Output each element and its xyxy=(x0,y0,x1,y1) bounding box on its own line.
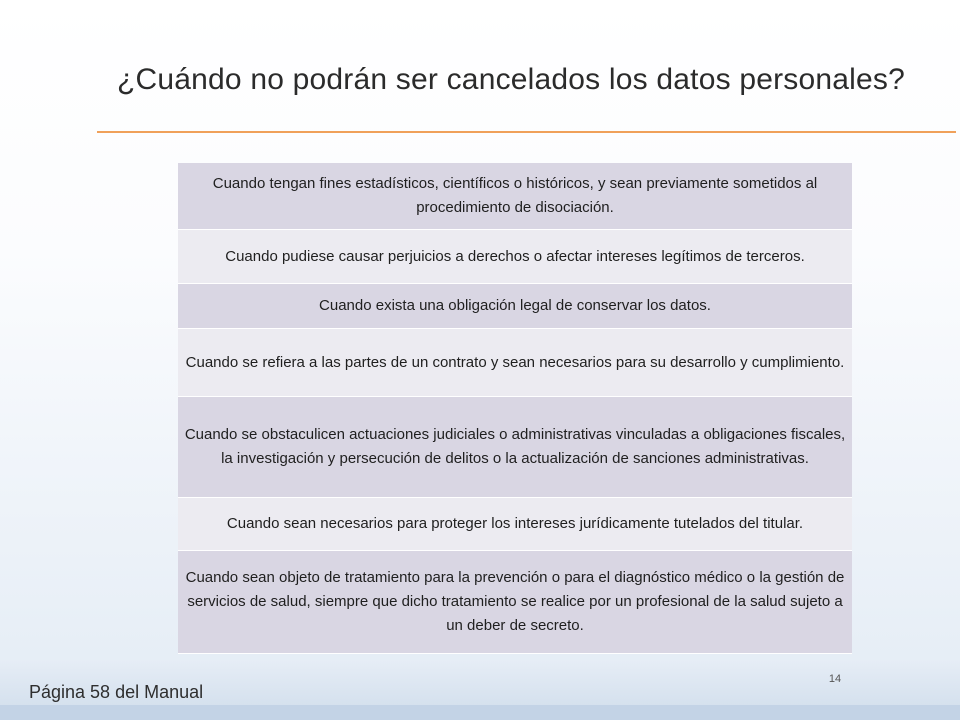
condition-cell: Cuando pudiese causar perjuicios a derechos o afectar intereses legítimos de terceros. xyxy=(178,230,852,284)
table-row xyxy=(178,284,852,329)
table-row xyxy=(178,163,852,230)
table-row xyxy=(178,551,852,654)
condition-cell: Cuando sean objeto de tratamiento para la prevención o para el diagnóstico médico o la gestión de servicios de salud, siempre que dicho tratamiento se realice por un profesional de la salud sujeto a un deber de secreto. xyxy=(178,551,852,654)
title-divider xyxy=(97,131,956,133)
footer-strip xyxy=(0,705,960,720)
condition-cell: Cuando sean necesarios para proteger los intereses jurídicamente tutelados del titular. xyxy=(178,498,852,551)
condition-cell: Cuando se refiera a las partes de un contrato y sean necesarios para su desarrollo y cumplimiento. xyxy=(178,329,852,397)
conditions-table xyxy=(178,163,852,654)
slide-number: 14 xyxy=(828,673,842,685)
table-row xyxy=(178,329,852,397)
table-row xyxy=(178,230,852,284)
condition-cell: Cuando se obstaculicen actuaciones judiciales o administrativas vinculadas a obligaciones fiscales, la investigación y persecución de delitos o la actualización de sanciones administrativas. xyxy=(178,397,852,498)
manual-page-reference: Página 58 del Manual xyxy=(29,682,204,702)
slide-title: ¿Cuándo no podrán ser cancelados los datos personales? xyxy=(117,63,905,96)
condition-cell: Cuando tengan fines estadísticos, científicos o históricos, y sean previamente sometidos al procedimiento de disociación. xyxy=(178,163,852,230)
condition-cell: Cuando exista una obligación legal de conservar los datos. xyxy=(178,284,852,329)
table-row xyxy=(178,397,852,498)
table-row xyxy=(178,498,852,551)
